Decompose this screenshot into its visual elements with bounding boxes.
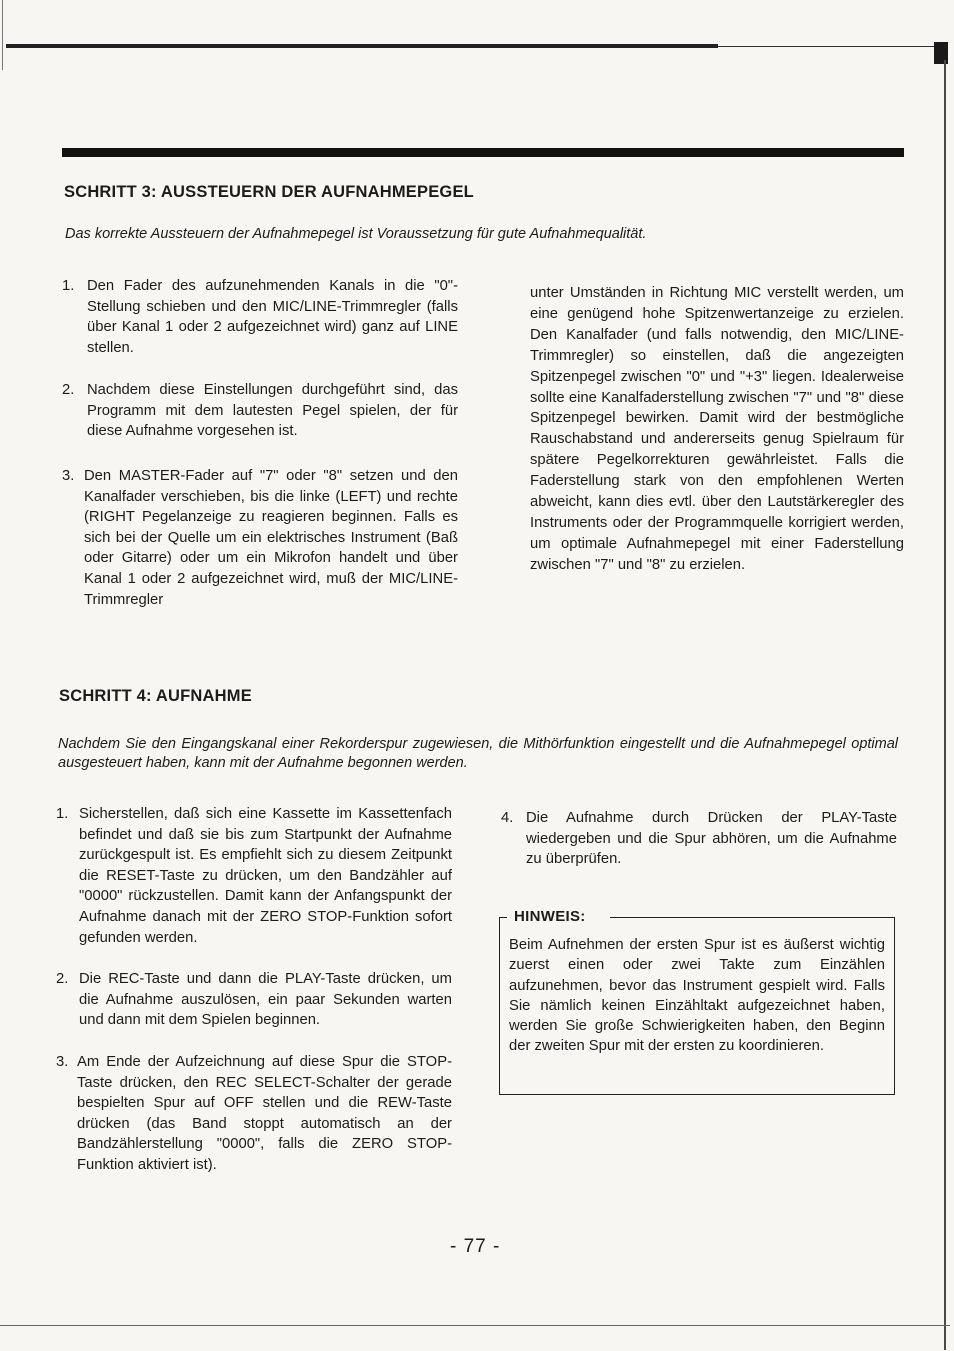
schritt3-step-3-continued: unter Umständen in Richtung MIC verstellt werden, um eine genügend hohe Spitzenwertanzeige zu erzielen. Den Kanalfader (und falls notwendig, den MIC/LINE-Trimmregler) so einstellen, daß die angezeigten Spitzenpegel zwischen "0" und "+3" liegen. Idealerweise sollte eine Kanalfaderstellung zwischen "7" und "8" diese Spitzenpegel bewirken. Damit wird der bestmögliche Rauschabstand und andererseits genug Spielraum für spätere Pegelkorrekturen gewährleistet. Falls die Faderstellung stark von den empfohlenen Werten abweicht, kann dies evtl. über den Lautstärkeregler des Instruments oder der Programmquelle korrigiert werden, um optimale Aufnahmepegel mit einer Faderstellung zwischen "7" und "8" zu erzielen. [530, 285, 904, 573]
step-text: Sicherstellen, daß sich eine Kassette im Kassettenfach befindet und daß sie bis zum Startpunkt der Aufnahme zurückgespult ist. Es empfiehlt sich zu diesem Zeitpunkt die RESET-Taste zu drücken, um den Bandzähler auf "0000" rückzustellen. Damit kann der Anfangspunkt der Aufnahme danach mit der ZERO STOP-Funktion sofort gefunden werden. [79, 806, 452, 946]
page-number: - 77 - [450, 1236, 501, 1257]
step-text: Nachdem diese Einstellungen durchgeführt sind, das Programm mit dem lautesten Pegel spielen, der für diese Aufnahme vorgesehen ist. [87, 382, 458, 440]
hinweis-title: HINWEIS: [514, 908, 586, 925]
step-number: 1. [62, 278, 75, 294]
step-text: Die Aufnahme durch Drücken der PLAY-Taste wiedergeben und die Spur abhören, um die Aufnahme zu überprüfen. [526, 810, 897, 868]
scan-right-edge [944, 60, 946, 1350]
schritt3-intro: Das korrekte Aussteuern der Aufnahmepegel ist Voraussetzung für gute Aufnahmequalität. [65, 226, 647, 242]
scan-left-edge [2, 0, 3, 70]
step-number: 1. [56, 806, 69, 822]
hinweis-box-top-right [610, 917, 894, 918]
step-number: 2. [56, 971, 69, 987]
scan-bottom-edge [0, 1325, 950, 1326]
schritt3-heading: SCHRITT 3: AUSSTEUERN DER AUFNAHMEPEGEL [64, 183, 474, 201]
step-number: 4. [501, 810, 514, 826]
step-text: Die REC-Taste und dann die PLAY-Taste drücken, um die Aufnahme auszulösen, ein paar Sekunden warten und dann mit dem Spielen beginnen. [79, 971, 452, 1029]
step-text: Den MASTER-Fader auf "7" oder "8" setzen und den Kanalfader verschieben, bis die linke (LEFT) und rechte (RIGHT Pegelanzeige zu reagieren beginnen. Falls es sich bei der Quelle um ein elektrisches Instrument (Baß oder Gitarre) oder um ein Mikrofon handelt und über Kanal 1 oder 2 aufgezeichnet wird, muß der MIC/LINE-Trimmregler [84, 468, 458, 608]
step-number: 2. [62, 382, 75, 398]
step-text: Am Ende der Aufzeichnung auf diese Spur die STOP-Taste drücken, den REC SELECT-Schalter der gerade bespielten Spur auf OFF stellen und die REW-Taste drücken (das Band stoppt automatisch an der Bandzählerstellung "0000", falls die ZERO STOP-Funktion aktiviert ist). [77, 1054, 452, 1173]
section-divider [62, 148, 904, 157]
step-number: 3. [56, 1054, 69, 1070]
top-rule [6, 44, 718, 48]
step-number: 3. [62, 468, 75, 484]
hinweis-text: Beim Aufnehmen der ersten Spur ist es äußerst wichtig zuerst einen oder zwei Takte zum Einzählen aufzunehmen, bevor das Instrument gespielt wird. Falls Sie nämlich keinen Einzähltakt aufgezeichnet haben, werden Sie große Schwierigkeiten haben, den Beginn der zweiten Spur mit der ersten zu koordinieren. [509, 937, 885, 1055]
hinweis-box-top-left [499, 917, 507, 918]
step-text: Den Fader des aufzunehmenden Kanals in die "0"-Stellung schieben und den MIC/LINE-Trimmregler (falls über Kanal 1 oder 2 aufgezeichnet wird) ganz auf LINE stellen. [87, 278, 458, 356]
schritt4-heading: SCHRITT 4: AUFNAHME [59, 687, 252, 705]
top-rule-thin [718, 46, 938, 47]
schritt4-intro: Nachdem Sie den Eingangskanal einer Rekorderspur zugewiesen, die Mithörfunktion eingestellt und die Aufnahmepegel optimal ausgesteuert haben, kann mit der Aufnahme begonnen werden. [58, 736, 898, 771]
